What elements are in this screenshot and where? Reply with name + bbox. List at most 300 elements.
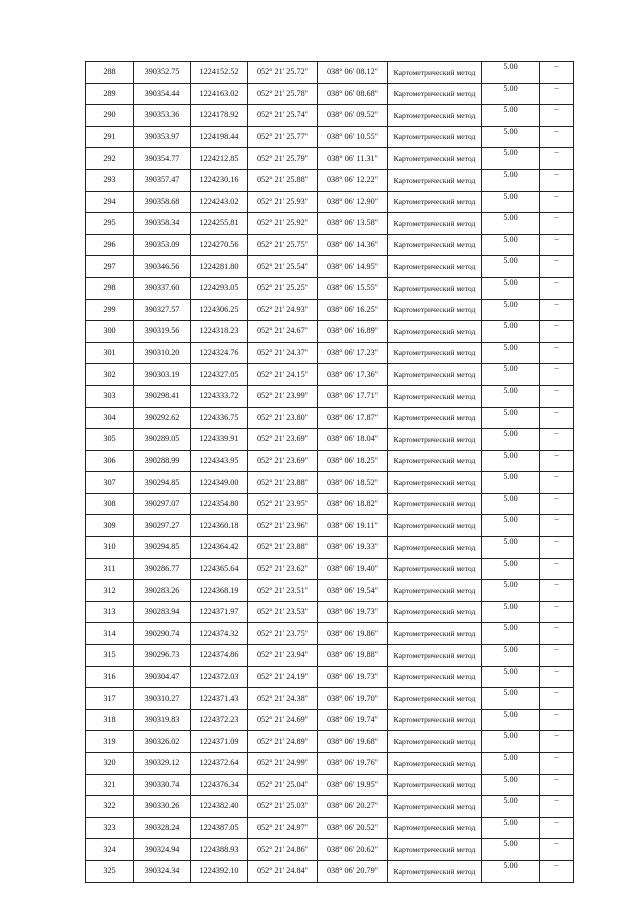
coord-y: 1224163.02: [191, 83, 248, 105]
method: Картометрический метод: [388, 191, 482, 213]
latitude: 052° 21' 23.80": [248, 407, 318, 429]
accuracy: 5.00: [482, 385, 540, 407]
longitude: 038° 06' 12.22": [318, 169, 388, 191]
method: Картометрический метод: [388, 580, 482, 602]
dash-cell: –: [540, 623, 574, 645]
longitude: 038° 06' 20.62": [318, 839, 388, 861]
dash-cell: –: [540, 62, 574, 84]
method: Картометрический метод: [388, 126, 482, 148]
point-number: 312: [86, 580, 134, 602]
coord-y: 1224327.05: [191, 364, 248, 386]
latitude: 052° 21' 24.67": [248, 321, 318, 343]
coord-y: 1224336.75: [191, 407, 248, 429]
latitude: 052° 21' 24.89": [248, 731, 318, 753]
table-row: [86, 234, 574, 256]
method: Картометрический метод: [388, 472, 482, 494]
coord-x: 390292.62: [134, 407, 191, 429]
coord-x: 390310.20: [134, 342, 191, 364]
accuracy: 5.00: [482, 839, 540, 861]
coord-y: 1224270.56: [191, 234, 248, 256]
longitude: 038° 06' 19.88": [318, 645, 388, 667]
coord-x: 390330.26: [134, 796, 191, 818]
longitude: 038° 06' 14.36": [318, 234, 388, 256]
coord-y: 1224212.85: [191, 148, 248, 170]
coord-x: 390288.99: [134, 450, 191, 472]
dash-cell: –: [540, 256, 574, 278]
coord-x: 390353.97: [134, 126, 191, 148]
method: Картометрический метод: [388, 839, 482, 861]
accuracy: 5.00: [482, 774, 540, 796]
coord-x: 390327.57: [134, 299, 191, 321]
longitude: 038° 06' 12.90": [318, 191, 388, 213]
point-number: 305: [86, 429, 134, 451]
point-number: 299: [86, 299, 134, 321]
dash-cell: –: [540, 385, 574, 407]
accuracy: 5.00: [482, 256, 540, 278]
point-number: 322: [86, 796, 134, 818]
point-number: 302: [86, 364, 134, 386]
latitude: 052° 21' 24.97": [248, 817, 318, 839]
latitude: 052° 21' 24.99": [248, 753, 318, 775]
longitude: 038° 06' 19.11": [318, 515, 388, 537]
longitude: 038° 06' 18.04": [318, 429, 388, 451]
table-row: [86, 688, 574, 710]
point-number: 310: [86, 537, 134, 559]
dash-cell: –: [540, 169, 574, 191]
method: Картометрический метод: [388, 537, 482, 559]
coord-y: 1224365.64: [191, 558, 248, 580]
longitude: 038° 06' 19.86": [318, 623, 388, 645]
method: Картометрический метод: [388, 645, 482, 667]
point-number: 300: [86, 321, 134, 343]
accuracy: 5.00: [482, 169, 540, 191]
latitude: 052° 21' 23.69": [248, 429, 318, 451]
coord-x: 390304.47: [134, 666, 191, 688]
table-row: [86, 126, 574, 148]
longitude: 038° 06' 08.68": [318, 83, 388, 105]
coord-x: 390354.44: [134, 83, 191, 105]
point-number: 313: [86, 601, 134, 623]
table-row: [86, 753, 574, 775]
longitude: 038° 06' 18.82": [318, 493, 388, 515]
table-row: [86, 364, 574, 386]
method: Картометрический метод: [388, 148, 482, 170]
point-number: 294: [86, 191, 134, 213]
point-number: 298: [86, 277, 134, 299]
dash-cell: –: [540, 645, 574, 667]
point-number: 290: [86, 105, 134, 127]
latitude: 052° 21' 25.77": [248, 126, 318, 148]
coord-y: 1224360.18: [191, 515, 248, 537]
coord-x: 390283.94: [134, 601, 191, 623]
accuracy: 5.00: [482, 321, 540, 343]
method: Картометрический метод: [388, 731, 482, 753]
coord-y: 1224339.91: [191, 429, 248, 451]
accuracy: 5.00: [482, 213, 540, 235]
accuracy: 5.00: [482, 342, 540, 364]
dash-cell: –: [540, 277, 574, 299]
latitude: 052° 21' 23.88": [248, 472, 318, 494]
coord-y: 1224343.95: [191, 450, 248, 472]
table-row: [86, 321, 574, 343]
table-row: [86, 299, 574, 321]
coord-y: 1224388.93: [191, 839, 248, 861]
coord-y: 1224281.80: [191, 256, 248, 278]
latitude: 052° 21' 23.99": [248, 385, 318, 407]
method: Картометрический метод: [388, 688, 482, 710]
latitude: 052° 21' 25.54": [248, 256, 318, 278]
point-number: 296: [86, 234, 134, 256]
table-row: [86, 191, 574, 213]
method: Картометрический метод: [388, 234, 482, 256]
coord-y: 1224255.81: [191, 213, 248, 235]
dash-cell: –: [540, 126, 574, 148]
coord-x: 390290.74: [134, 623, 191, 645]
table-row: [86, 860, 574, 882]
latitude: 052° 21' 23.51": [248, 580, 318, 602]
longitude: 038° 06' 16.25": [318, 299, 388, 321]
coord-x: 390330.74: [134, 774, 191, 796]
point-number: 295: [86, 213, 134, 235]
longitude: 038° 06' 17.71": [318, 385, 388, 407]
longitude: 038° 06' 19.74": [318, 709, 388, 731]
dash-cell: –: [540, 537, 574, 559]
latitude: 052° 21' 25.03": [248, 796, 318, 818]
accuracy: 5.00: [482, 688, 540, 710]
coord-y: 1224387.05: [191, 817, 248, 839]
table-row: [86, 537, 574, 559]
table-row: [86, 83, 574, 105]
method: Картометрический метод: [388, 321, 482, 343]
method: Картометрический метод: [388, 256, 482, 278]
longitude: 038° 06' 11.31": [318, 148, 388, 170]
longitude: 038° 06' 15.55": [318, 277, 388, 299]
point-number: 303: [86, 385, 134, 407]
accuracy: 5.00: [482, 493, 540, 515]
coord-x: 390324.94: [134, 839, 191, 861]
accuracy: 5.00: [482, 709, 540, 731]
accuracy: 5.00: [482, 515, 540, 537]
dash-cell: –: [540, 839, 574, 861]
accuracy: 5.00: [482, 126, 540, 148]
table-row: [86, 580, 574, 602]
dash-cell: –: [540, 493, 574, 515]
coord-y: 1224349.00: [191, 472, 248, 494]
accuracy: 5.00: [482, 817, 540, 839]
method: Картометрический метод: [388, 623, 482, 645]
coord-y: 1224368.19: [191, 580, 248, 602]
coord-x: 390297.27: [134, 515, 191, 537]
coord-y: 1224371.09: [191, 731, 248, 753]
table-row: [86, 407, 574, 429]
latitude: 052° 21' 24.15": [248, 364, 318, 386]
table-row: [86, 429, 574, 451]
dash-cell: –: [540, 321, 574, 343]
table-row: [86, 515, 574, 537]
table-row: [86, 774, 574, 796]
table-row: [86, 493, 574, 515]
coord-x: 390319.83: [134, 709, 191, 731]
point-number: 325: [86, 860, 134, 882]
accuracy: 5.00: [482, 83, 540, 105]
accuracy: 5.00: [482, 277, 540, 299]
coord-x: 390296.73: [134, 645, 191, 667]
dash-cell: –: [540, 364, 574, 386]
coord-y: 1224392.10: [191, 860, 248, 882]
dash-cell: –: [540, 774, 574, 796]
method: Картометрический метод: [388, 299, 482, 321]
dash-cell: –: [540, 105, 574, 127]
method: Картометрический метод: [388, 83, 482, 105]
table-row: [86, 666, 574, 688]
method: Картометрический метод: [388, 105, 482, 127]
table-row: [86, 105, 574, 127]
accuracy: 5.00: [482, 148, 540, 170]
longitude: 038° 06' 08.12": [318, 62, 388, 84]
longitude: 038° 06' 19.95": [318, 774, 388, 796]
accuracy: 5.00: [482, 796, 540, 818]
accuracy: 5.00: [482, 558, 540, 580]
latitude: 052° 21' 23.88": [248, 537, 318, 559]
table-row: [86, 601, 574, 623]
point-number: 321: [86, 774, 134, 796]
accuracy: 5.00: [482, 105, 540, 127]
coord-x: 390346.56: [134, 256, 191, 278]
table-row: [86, 817, 574, 839]
dash-cell: –: [540, 731, 574, 753]
latitude: 052° 21' 23.95": [248, 493, 318, 515]
accuracy: 5.00: [482, 450, 540, 472]
coord-x: 390324.34: [134, 860, 191, 882]
latitude: 052° 21' 24.19": [248, 666, 318, 688]
latitude: 052° 21' 25.74": [248, 105, 318, 127]
coord-x: 390298.41: [134, 385, 191, 407]
dash-cell: –: [540, 558, 574, 580]
latitude: 052° 21' 25.93": [248, 191, 318, 213]
table-row: [86, 709, 574, 731]
point-number: 292: [86, 148, 134, 170]
table-row: [86, 169, 574, 191]
point-number: 301: [86, 342, 134, 364]
accuracy: 5.00: [482, 537, 540, 559]
coord-x: 390358.68: [134, 191, 191, 213]
accuracy: 5.00: [482, 472, 540, 494]
longitude: 038° 06' 19.76": [318, 753, 388, 775]
accuracy: 5.00: [482, 191, 540, 213]
accuracy: 5.00: [482, 580, 540, 602]
dash-cell: –: [540, 580, 574, 602]
accuracy: 5.00: [482, 407, 540, 429]
method: Картометрический метод: [388, 860, 482, 882]
longitude: 038° 06' 20.79": [318, 860, 388, 882]
coord-x: 390326.02: [134, 731, 191, 753]
dash-cell: –: [540, 213, 574, 235]
longitude: 038° 06' 19.40": [318, 558, 388, 580]
dash-cell: –: [540, 342, 574, 364]
dash-cell: –: [540, 429, 574, 451]
dash-cell: –: [540, 472, 574, 494]
latitude: 052° 21' 24.93": [248, 299, 318, 321]
latitude: 052° 21' 23.94": [248, 645, 318, 667]
coord-x: 390352.75: [134, 62, 191, 84]
coord-y: 1224371.43: [191, 688, 248, 710]
table-row: [86, 796, 574, 818]
longitude: 038° 06' 18.52": [318, 472, 388, 494]
method: Картометрический метод: [388, 342, 482, 364]
point-number: 318: [86, 709, 134, 731]
coord-y: 1224372.64: [191, 753, 248, 775]
point-number: 297: [86, 256, 134, 278]
longitude: 038° 06' 17.36": [318, 364, 388, 386]
dash-cell: –: [540, 601, 574, 623]
latitude: 052° 21' 24.86": [248, 839, 318, 861]
coord-y: 1224318.23: [191, 321, 248, 343]
accuracy: 5.00: [482, 623, 540, 645]
coord-y: 1224372.23: [191, 709, 248, 731]
coord-y: 1224293.05: [191, 277, 248, 299]
coord-x: 390310.27: [134, 688, 191, 710]
longitude: 038° 06' 17.23": [318, 342, 388, 364]
accuracy: 5.00: [482, 601, 540, 623]
longitude: 038° 06' 19.54": [318, 580, 388, 602]
point-number: 289: [86, 83, 134, 105]
latitude: 052° 21' 25.72": [248, 62, 318, 84]
coordinates-table: [85, 61, 574, 883]
table-row: [86, 277, 574, 299]
method: Картометрический метод: [388, 62, 482, 84]
point-number: 304: [86, 407, 134, 429]
method: Картометрический метод: [388, 601, 482, 623]
method: Картометрический метод: [388, 213, 482, 235]
dash-cell: –: [540, 148, 574, 170]
dash-cell: –: [540, 299, 574, 321]
latitude: 052° 21' 25.79": [248, 148, 318, 170]
method: Картометрический метод: [388, 364, 482, 386]
coord-x: 390294.85: [134, 472, 191, 494]
point-number: 288: [86, 62, 134, 84]
method: Картометрический метод: [388, 429, 482, 451]
coord-y: 1224333.72: [191, 385, 248, 407]
latitude: 052° 21' 23.96": [248, 515, 318, 537]
coord-y: 1224198.44: [191, 126, 248, 148]
longitude: 038° 06' 19.73": [318, 666, 388, 688]
longitude: 038° 06' 19.68": [318, 731, 388, 753]
accuracy: 5.00: [482, 666, 540, 688]
accuracy: 5.00: [482, 234, 540, 256]
point-number: 314: [86, 623, 134, 645]
latitude: 052° 21' 25.92": [248, 213, 318, 235]
table-row: [86, 385, 574, 407]
coord-y: 1224372.03: [191, 666, 248, 688]
latitude: 052° 21' 23.62": [248, 558, 318, 580]
method: Картометрический метод: [388, 450, 482, 472]
table-row: [86, 342, 574, 364]
longitude: 038° 06' 20.52": [318, 817, 388, 839]
accuracy: 5.00: [482, 645, 540, 667]
table-row: [86, 558, 574, 580]
method: Картометрический метод: [388, 753, 482, 775]
coord-y: 1224152.52: [191, 62, 248, 84]
method: Картометрический метод: [388, 558, 482, 580]
accuracy: 5.00: [482, 731, 540, 753]
accuracy: 5.00: [482, 62, 540, 84]
table-row: [86, 256, 574, 278]
dash-cell: –: [540, 817, 574, 839]
table-row: [86, 731, 574, 753]
dash-cell: –: [540, 860, 574, 882]
coord-x: 390319.56: [134, 321, 191, 343]
method: Картометрический метод: [388, 796, 482, 818]
coord-y: 1224371.97: [191, 601, 248, 623]
table-row: [86, 450, 574, 472]
method: Картометрический метод: [388, 385, 482, 407]
longitude: 038° 06' 09.52": [318, 105, 388, 127]
coord-x: 390337.60: [134, 277, 191, 299]
point-number: 309: [86, 515, 134, 537]
point-number: 293: [86, 169, 134, 191]
coord-x: 390283.26: [134, 580, 191, 602]
dash-cell: –: [540, 796, 574, 818]
accuracy: 5.00: [482, 753, 540, 775]
latitude: 052° 21' 25.04": [248, 774, 318, 796]
longitude: 038° 06' 16.89": [318, 321, 388, 343]
table-row: [86, 472, 574, 494]
coord-x: 390353.09: [134, 234, 191, 256]
point-number: 306: [86, 450, 134, 472]
coord-x: 390357.47: [134, 169, 191, 191]
latitude: 052° 21' 23.69": [248, 450, 318, 472]
coord-y: 1224230.16: [191, 169, 248, 191]
coord-x: 390289.05: [134, 429, 191, 451]
accuracy: 5.00: [482, 429, 540, 451]
longitude: 038° 06' 19.70": [318, 688, 388, 710]
point-number: 316: [86, 666, 134, 688]
longitude: 038° 06' 19.73": [318, 601, 388, 623]
point-number: 311: [86, 558, 134, 580]
table-row: [86, 645, 574, 667]
method: Картометрический метод: [388, 515, 482, 537]
method: Картометрический метод: [388, 493, 482, 515]
coord-x: 390286.77: [134, 558, 191, 580]
latitude: 052° 21' 24.69": [248, 709, 318, 731]
point-number: 307: [86, 472, 134, 494]
accuracy: 5.00: [482, 299, 540, 321]
coord-y: 1224306.25: [191, 299, 248, 321]
point-number: 324: [86, 839, 134, 861]
latitude: 052° 21' 25.75": [248, 234, 318, 256]
dash-cell: –: [540, 407, 574, 429]
table-row: [86, 839, 574, 861]
method: Картометрический метод: [388, 277, 482, 299]
coord-x: 390354.77: [134, 148, 191, 170]
dash-cell: –: [540, 191, 574, 213]
table-row: [86, 213, 574, 235]
coord-y: 1224364.42: [191, 537, 248, 559]
method: Картометрический метод: [388, 709, 482, 731]
latitude: 052° 21' 23.75": [248, 623, 318, 645]
longitude: 038° 06' 17.87": [318, 407, 388, 429]
method: Картометрический метод: [388, 817, 482, 839]
coord-y: 1224374.86: [191, 645, 248, 667]
latitude: 052° 21' 25.88": [248, 169, 318, 191]
coord-x: 390358.34: [134, 213, 191, 235]
table-row: [86, 623, 574, 645]
method: Картометрический метод: [388, 169, 482, 191]
dash-cell: –: [540, 709, 574, 731]
coord-y: 1224243.02: [191, 191, 248, 213]
dash-cell: –: [540, 753, 574, 775]
latitude: 052° 21' 25.78": [248, 83, 318, 105]
